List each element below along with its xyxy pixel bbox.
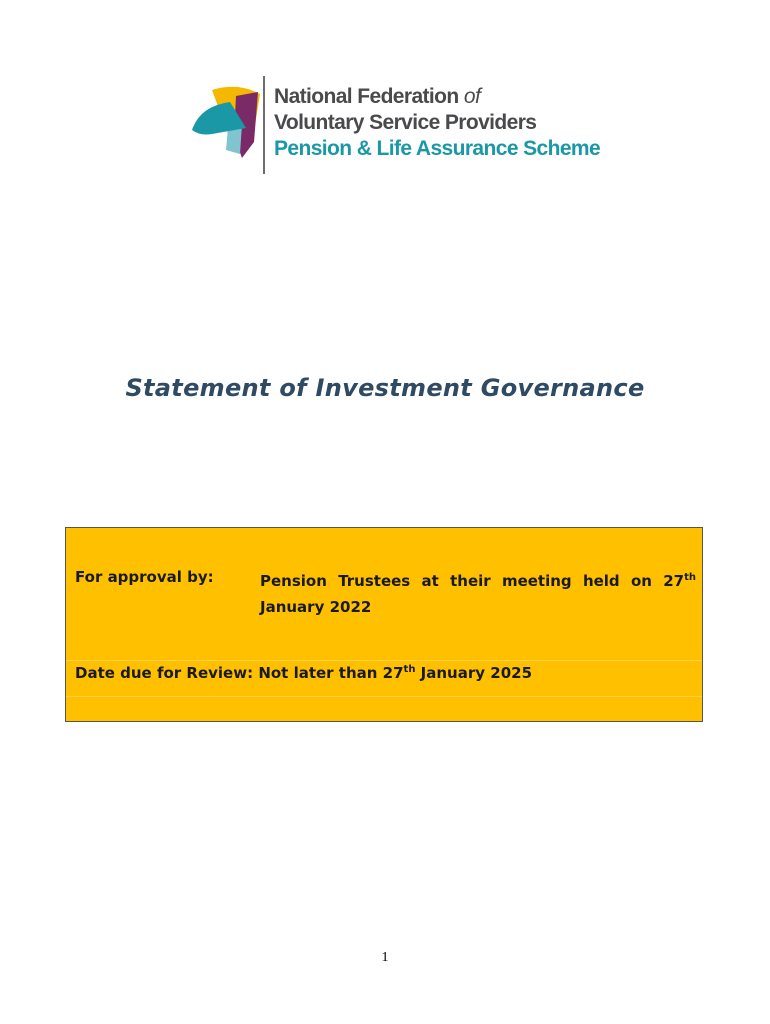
review-row xyxy=(75,664,532,682)
logo-divider xyxy=(263,76,265,174)
review-value-rest: January 2025 xyxy=(415,664,533,682)
logo-line-1 xyxy=(274,84,600,110)
logo-line-2: Voluntary Service Providers xyxy=(274,111,537,134)
approval-word: Pension xyxy=(260,572,327,590)
approval-day-suffix: th xyxy=(684,572,696,583)
box-separator xyxy=(66,696,702,697)
approval-word: at xyxy=(421,572,439,590)
logo-mark-icon xyxy=(190,84,270,164)
box-separator xyxy=(66,660,702,661)
approval-box xyxy=(65,527,703,722)
logo-line-1-main: National Federation xyxy=(274,85,459,108)
approval-word: on xyxy=(630,572,652,590)
approval-word: their xyxy=(450,572,491,590)
approval-line-2: January 2022 xyxy=(260,598,372,616)
approval-value xyxy=(260,568,696,620)
document-title: Statement of Investment Governance xyxy=(125,374,645,402)
approval-word: meeting xyxy=(501,572,572,590)
approval-date-day xyxy=(663,568,696,594)
review-day-suffix: th xyxy=(403,664,416,675)
scheme-logo xyxy=(190,76,601,176)
approval-day: 27 xyxy=(663,572,685,590)
approval-word: held xyxy=(582,572,620,590)
approval-label: For approval by: xyxy=(75,568,214,586)
review-value-prefix: Not later than 27 xyxy=(258,664,404,682)
approval-word: Trustees xyxy=(338,572,411,590)
logo-text xyxy=(274,84,600,162)
review-label: Date due for Review: xyxy=(75,664,254,682)
logo-line-3: Pension & Life Assurance Scheme xyxy=(274,137,601,160)
approval-line-1 xyxy=(260,568,696,594)
page-number: 1 xyxy=(381,950,389,965)
logo-line-1-of: of xyxy=(463,85,481,108)
